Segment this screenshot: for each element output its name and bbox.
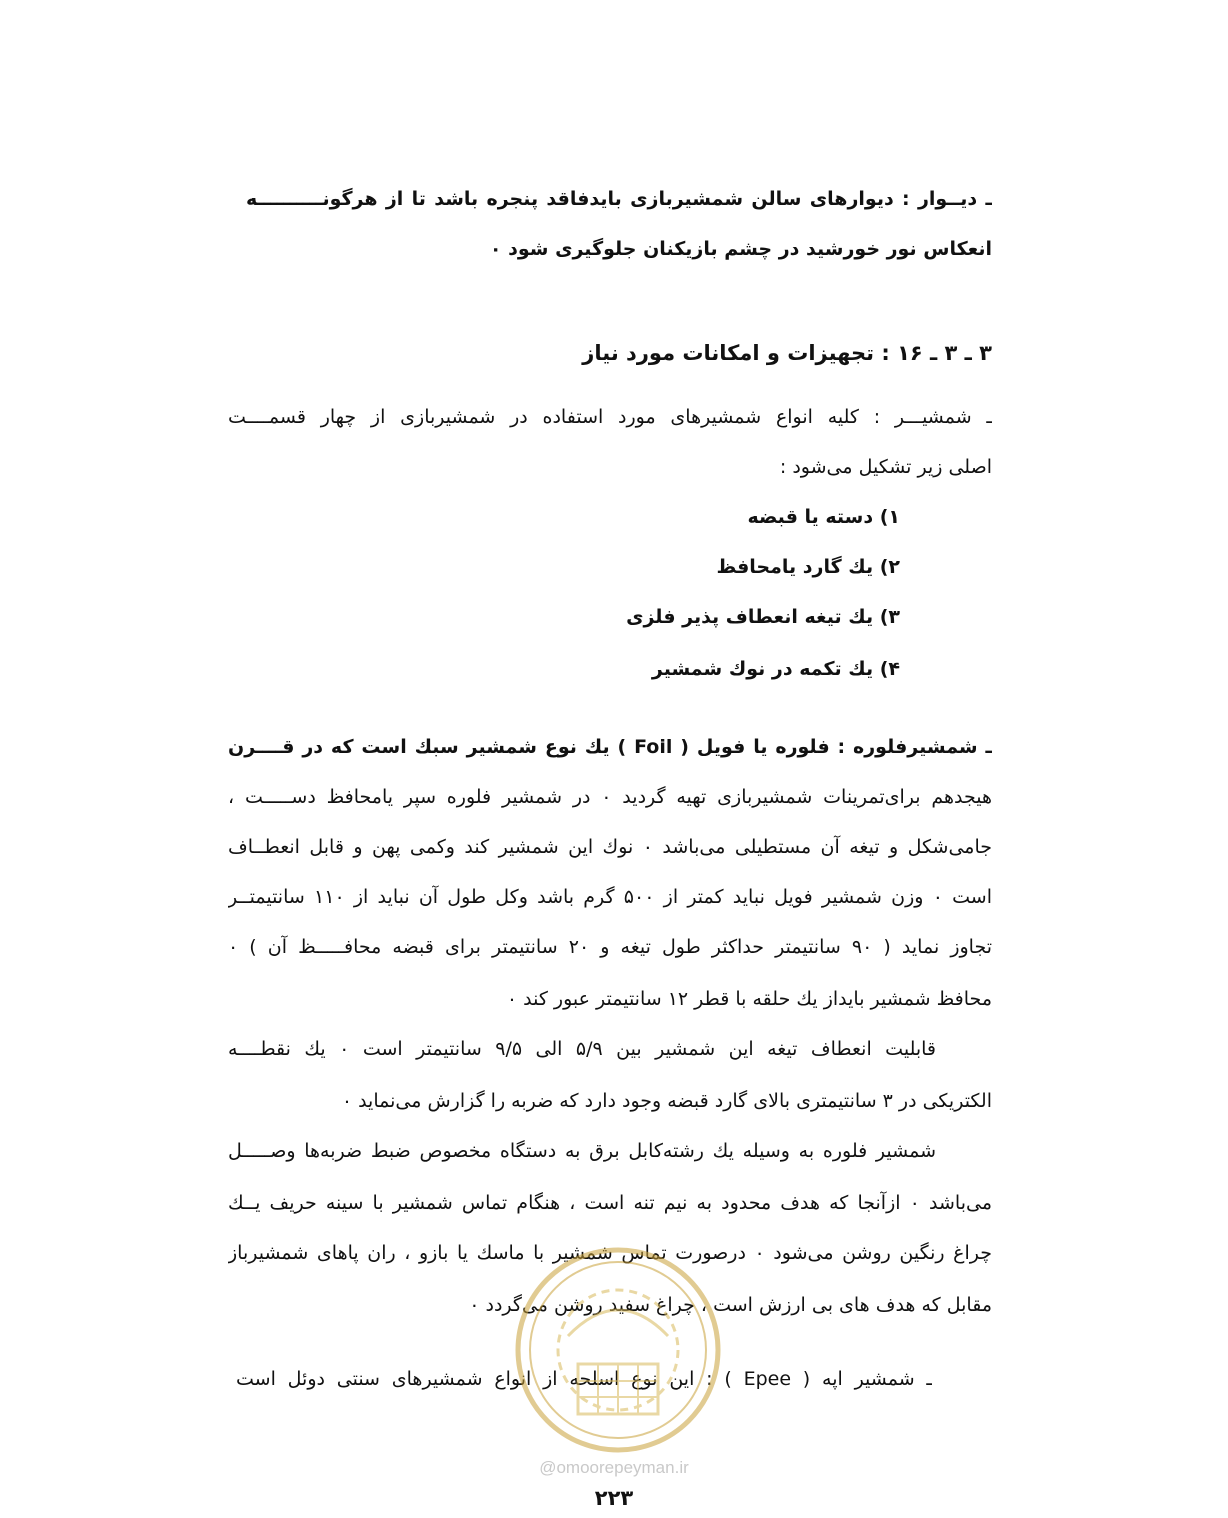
foil-paragraph-line-1: ـ شمشیرفلوره : فلوره یا فویل ( Foil ) یك نوع شمشیر سبك است که در قــــرن bbox=[228, 736, 992, 758]
sword-part-3: ۳) یك تیغه انعطاف پذیر فلزی bbox=[626, 606, 900, 628]
sword-part-2: ۲) یك گارد یامحافظ bbox=[716, 556, 900, 578]
electric-paragraph-line-1: شمشیر فلوره به وسیله یك رشته‌کابل برق به دستگاه مخصوص ضبط ضربه‌ها وصـــــل bbox=[228, 1140, 936, 1162]
electric-paragraph-line-2: می‌باشد ٠ ازآنجا که هدف محدود به نیم تنه است ، هنگام تماس شمشیر با سینه حریف یــك bbox=[228, 1192, 992, 1214]
sword-intro-line-1: ـ شمشیـــر : کلیه انواع شمشیرهای مورد استفاده در شمشیربازی از چهار قسمــــت bbox=[228, 406, 992, 428]
sword-intro-line-2: اصلی زیر تشکیل می‌شود : bbox=[779, 456, 992, 478]
foil-paragraph-line-2: هیجدهم برای‌تمرینات شمشیربازی تهیه گردید ٠ در شمشیر فلوره سپر یامحافظ دســـــت ، bbox=[228, 786, 992, 808]
sword-part-4: ۴) یك تکمه در نوك شمشیر bbox=[651, 658, 900, 680]
sword-part-1: ۱) دسته یا قبضه bbox=[747, 506, 900, 528]
foil-paragraph-line-4: است ٠ وزن شمشیر فویل نباید کمتر از ۵۰۰ گرم باشد وکل طول آن نباید از ۱۱۰ سانتیمتــر bbox=[228, 886, 992, 908]
epee-line: ـ شمشیر اپه ( Epee ) : این نوع اسلحه از انواع شمشیرهای سنتی دوئل است bbox=[236, 1368, 932, 1390]
electric-paragraph-line-3: چراغ رنگین روشن می‌شود ٠ درصورت تماس شمشیر با ماسك یا بازو ، ران پاهای شمشیرباز bbox=[228, 1242, 992, 1264]
wall-paragraph-line-1: ـ دیــوار : دیوارهای سالن شمشیربازی بایدفاقد پنجره باشد تا از هرگونــــــــــه bbox=[246, 188, 992, 210]
watermark-seal-icon bbox=[512, 1244, 724, 1456]
foil-paragraph-line-6: محافظ شمشیر بایداز یك حلقه با قطر ۱۲ سانتیمتر عبور کند ٠ bbox=[506, 988, 992, 1010]
wall-paragraph-line-2: انعکاس نور خورشید در چشم بازیکنان جلوگیری شود ٠ bbox=[489, 238, 992, 260]
foil-paragraph-line-5: تجاوز نماید ( ۹۰ سانتیمتر حداکثر طول تیغه و ۲۰ سانتیمتر برای قبضه محافـــــظ آن ) ٠ bbox=[228, 936, 992, 958]
flex-paragraph-line-2: الکتریکی در ۳ سانتیمتری بالای گارد قبضه وجود دارد که ضربه را گزارش می‌نماید ٠ bbox=[341, 1090, 992, 1112]
electric-paragraph-line-4: مقابل که هدف های بی ارزش است ، چراغ سفید روشن می‌گردد ٠ bbox=[469, 1294, 992, 1316]
foil-paragraph-line-3: جامی‌شکل و تیغه آن مستطیلی می‌باشد ٠ نوك این شمشیر کند وکمی پهن و قابل انعطــاف bbox=[228, 836, 992, 858]
section-heading: ۳ ـ ۳ ـ ۱۶ : تجهیزات و امکانات مورد نیاز bbox=[582, 341, 992, 365]
flex-paragraph-line-1: قابلیت انعطاف تیغه این شمشیر بین ۵/۹ الی ۹/۵ سانتیمتر است ٠ یك نقطــــه bbox=[228, 1038, 936, 1060]
page-number: ۲۲۳ bbox=[594, 1486, 634, 1510]
watermark-text: @omoorepeyman.ir bbox=[539, 1458, 689, 1477]
